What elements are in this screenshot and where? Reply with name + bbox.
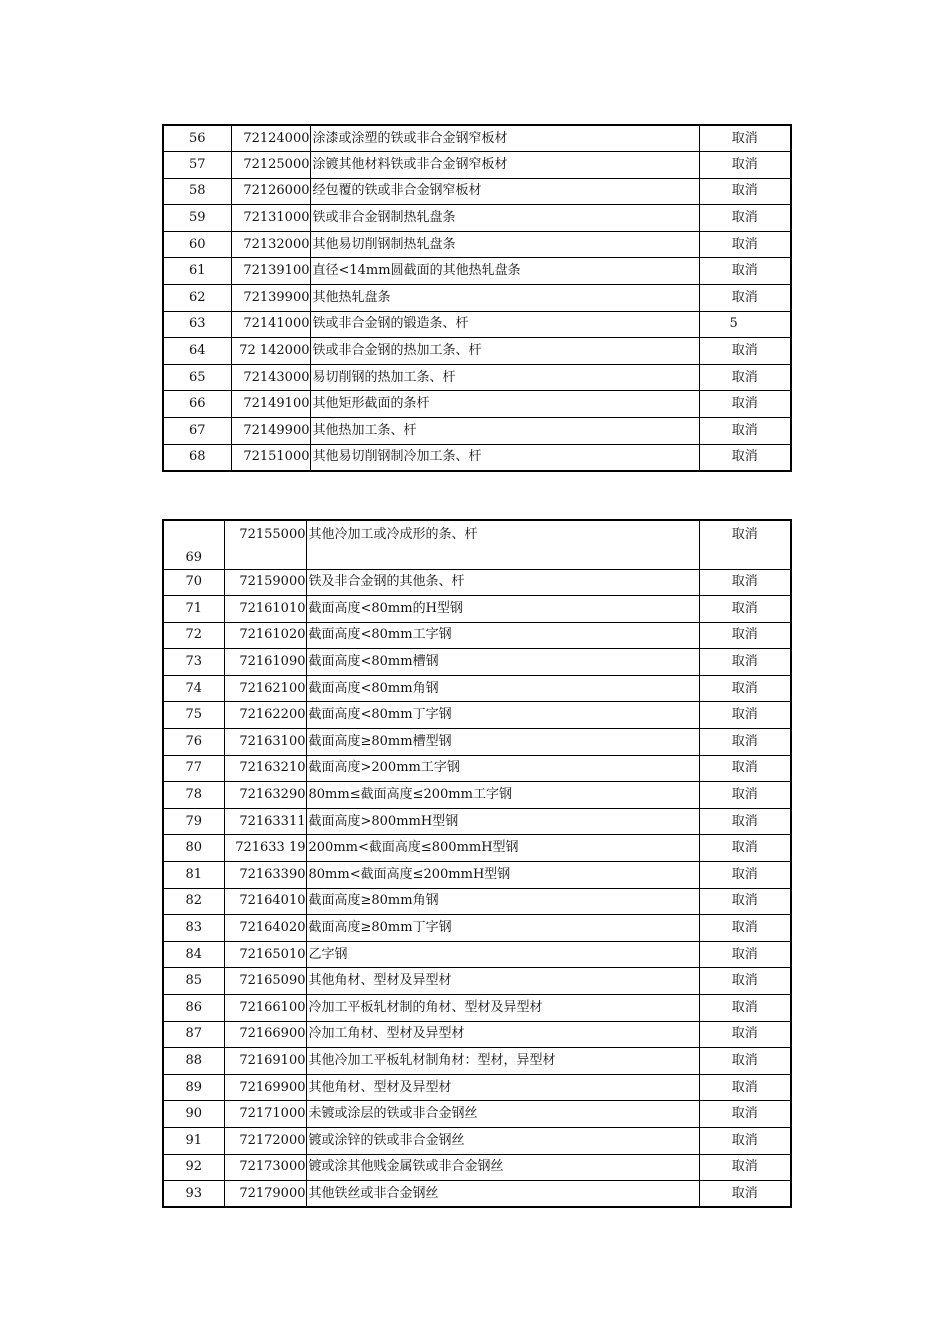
- tariff-rate: 取消: [699, 622, 791, 649]
- table-row: [163, 675, 791, 702]
- item-description: 其他矩形截面的条杆: [310, 391, 699, 418]
- table-row: [163, 702, 791, 729]
- table-row: [163, 729, 791, 756]
- item-description: 其他铁丝或非合金钢丝: [306, 1181, 699, 1208]
- table-row: [163, 364, 791, 391]
- table-row: [163, 391, 791, 418]
- tariff-rate: 5: [699, 311, 791, 338]
- hs-code: 72161020: [224, 622, 306, 649]
- hs-code: 72143000: [231, 364, 310, 391]
- table-row: [163, 808, 791, 835]
- item-description: 截面高度≥80mm丁字钢: [306, 915, 699, 942]
- tariff-rate: 取消: [699, 444, 791, 471]
- table-row: [163, 1021, 791, 1048]
- hs-code: 72162100: [224, 675, 306, 702]
- item-description: 80mm<截面高度≤200mmH型钢: [306, 862, 699, 889]
- item-description: 截面高度<80mm丁字钢: [306, 702, 699, 729]
- item-description: 截面高度<80mm的H型钢: [306, 596, 699, 623]
- tariff-rate: 取消: [699, 675, 791, 702]
- item-description: 冷加工平板轧材制的角材、型材及异型材: [306, 995, 699, 1022]
- row-number: 68: [163, 444, 231, 471]
- item-description: 其他角材、型材及异型材: [306, 968, 699, 995]
- item-description: 其他热加工条、杆: [310, 418, 699, 445]
- tariff-rate: 取消: [699, 888, 791, 915]
- table-row: [163, 311, 791, 338]
- table-row: [163, 338, 791, 365]
- item-description: 铁或非合金钢的热加工条、杆: [310, 338, 699, 365]
- hs-code: 72163390: [224, 862, 306, 889]
- item-description: 乙字钢: [306, 941, 699, 968]
- hs-code: 72124000: [231, 125, 310, 152]
- tariff-rate: 取消: [699, 152, 791, 179]
- table-row: [163, 995, 791, 1022]
- tariff-rate: 取消: [699, 649, 791, 676]
- row-number: 90: [163, 1101, 224, 1128]
- row-number: 64: [163, 338, 231, 365]
- table-row: [163, 520, 791, 569]
- item-description: 铁或非合金钢制热轧盘条: [310, 205, 699, 232]
- table-row: [163, 285, 791, 312]
- item-description: 其他易切削钢制热轧盘条: [310, 231, 699, 258]
- hs-code: 72139900: [231, 285, 310, 312]
- row-number: 63: [163, 311, 231, 338]
- item-description: 截面高度>800mmH型钢: [306, 808, 699, 835]
- row-number: 57: [163, 152, 231, 179]
- tariff-rate: 取消: [699, 1127, 791, 1154]
- row-number: 60: [163, 231, 231, 258]
- item-description: 其他冷加工平板轧材制角材：型材，异型材: [306, 1048, 699, 1075]
- hs-code: 72179000: [224, 1181, 306, 1208]
- row-number: 80: [163, 835, 224, 862]
- hs-code: 72126000: [231, 178, 310, 205]
- item-description: 涂镀其他材料铁或非合金钢窄板材: [310, 152, 699, 179]
- row-number: 69: [163, 520, 224, 569]
- row-number: 76: [163, 729, 224, 756]
- tariff-rate: 取消: [699, 364, 791, 391]
- hs-code: 72155000: [224, 520, 306, 569]
- hs-code: 72171000: [224, 1101, 306, 1128]
- hs-code: 72166100: [224, 995, 306, 1022]
- hs-code: 72 142000: [231, 338, 310, 365]
- item-description: 易切削钢的热加工条、杆: [310, 364, 699, 391]
- row-number: 82: [163, 888, 224, 915]
- table-row: [163, 888, 791, 915]
- row-number: 71: [163, 596, 224, 623]
- table-row: [163, 1127, 791, 1154]
- table-row: [163, 125, 791, 152]
- row-number: 83: [163, 915, 224, 942]
- hs-code: 72163311: [224, 808, 306, 835]
- item-description: 截面高度<80mm工字钢: [306, 622, 699, 649]
- hs-code: 72166900: [224, 1021, 306, 1048]
- hs-code: 72163100: [224, 729, 306, 756]
- hs-code: 72159000: [224, 569, 306, 596]
- row-number: 87: [163, 1021, 224, 1048]
- row-number: 75: [163, 702, 224, 729]
- row-number: 77: [163, 755, 224, 782]
- tariff-table-2: [162, 519, 792, 1208]
- tariff-rate: 取消: [699, 1181, 791, 1208]
- item-description: 经包覆的铁或非合金钢窄板材: [310, 178, 699, 205]
- table-row: [163, 622, 791, 649]
- table-row: [163, 1181, 791, 1208]
- hs-code: 72131000: [231, 205, 310, 232]
- row-number: 88: [163, 1048, 224, 1075]
- tariff-rate: 取消: [699, 231, 791, 258]
- row-number: 73: [163, 649, 224, 676]
- item-description: 截面高度≥80mm角钢: [306, 888, 699, 915]
- row-number: 79: [163, 808, 224, 835]
- tariff-rate: 取消: [699, 596, 791, 623]
- row-number: 74: [163, 675, 224, 702]
- tariff-rate: 取消: [699, 968, 791, 995]
- table-row: [163, 444, 791, 471]
- hs-code: 72132000: [231, 231, 310, 258]
- table-row: [163, 596, 791, 623]
- item-description: 其他冷加工或冷成形的条、杆: [306, 520, 699, 569]
- tariff-table-2-body: [163, 520, 791, 1207]
- row-number: 91: [163, 1127, 224, 1154]
- hs-code: 72141000: [231, 311, 310, 338]
- hs-code: 72149900: [231, 418, 310, 445]
- row-number: 58: [163, 178, 231, 205]
- tariff-rate: 取消: [699, 520, 791, 569]
- hs-code: 721633 19: [224, 835, 306, 862]
- tariff-rate: 取消: [699, 1048, 791, 1075]
- hs-code: 72173000: [224, 1154, 306, 1181]
- item-description: 200mm<截面高度≤800mmH型钢: [306, 835, 699, 862]
- row-number: 85: [163, 968, 224, 995]
- table-row: [163, 569, 791, 596]
- table-row: [163, 205, 791, 232]
- item-description: 其他易切削钢制冷加工条、杆: [310, 444, 699, 471]
- hs-code: 72169900: [224, 1074, 306, 1101]
- row-number: 65: [163, 364, 231, 391]
- row-number: 81: [163, 862, 224, 889]
- tariff-rate: 取消: [699, 258, 791, 285]
- table-row: [163, 1048, 791, 1075]
- item-description: 未镀或涂层的铁或非合金钢丝: [306, 1101, 699, 1128]
- tariff-rate: 取消: [699, 569, 791, 596]
- table-row: [163, 178, 791, 205]
- tariff-rate: 取消: [699, 178, 791, 205]
- item-description: 截面高度≥80mm槽型钢: [306, 729, 699, 756]
- row-number: 78: [163, 782, 224, 809]
- tariff-rate: 取消: [699, 915, 791, 942]
- hs-code: 72125000: [231, 152, 310, 179]
- table-row: [163, 915, 791, 942]
- item-description: 铁或非合金钢的锻造条、杆: [310, 311, 699, 338]
- table-row: [163, 649, 791, 676]
- table-row: [163, 862, 791, 889]
- row-number: 86: [163, 995, 224, 1022]
- row-number: 67: [163, 418, 231, 445]
- row-number: 89: [163, 1074, 224, 1101]
- item-description: 直径<14mm圆截面的其他热轧盘条: [310, 258, 699, 285]
- table-row: [163, 782, 791, 809]
- tariff-rate: 取消: [699, 729, 791, 756]
- item-description: 截面高度>200mm工字钢: [306, 755, 699, 782]
- table-row: [163, 755, 791, 782]
- tariff-rate: 取消: [699, 995, 791, 1022]
- row-number: 72: [163, 622, 224, 649]
- hs-code: 72165010: [224, 941, 306, 968]
- item-description: 截面高度<80mm槽钢: [306, 649, 699, 676]
- hs-code: 72163210: [224, 755, 306, 782]
- tariff-rate: 取消: [699, 941, 791, 968]
- tariff-rate: 取消: [699, 1101, 791, 1128]
- tariff-rate: 取消: [699, 782, 791, 809]
- tariff-rate: 取消: [699, 1074, 791, 1101]
- tariff-table-1: [162, 124, 792, 472]
- hs-code: 72162200: [224, 702, 306, 729]
- hs-code: 72161010: [224, 596, 306, 623]
- row-number: 84: [163, 941, 224, 968]
- table-row: [163, 835, 791, 862]
- table-row: [163, 941, 791, 968]
- row-number: 62: [163, 285, 231, 312]
- table-row: [163, 258, 791, 285]
- table-row: [163, 152, 791, 179]
- tariff-rate: 取消: [699, 125, 791, 152]
- tariff-rate: 取消: [699, 808, 791, 835]
- row-number: 93: [163, 1181, 224, 1208]
- item-description: 80mm≤截面高度≤200mm工字钢: [306, 782, 699, 809]
- item-description: 涂漆或涂塑的铁或非合金钢窄板材: [310, 125, 699, 152]
- tariff-rate: 取消: [699, 205, 791, 232]
- row-number: 59: [163, 205, 231, 232]
- tariff-rate: 取消: [699, 338, 791, 365]
- item-description: 镀或涂锌的铁或非合金钢丝: [306, 1127, 699, 1154]
- hs-code: 72172000: [224, 1127, 306, 1154]
- hs-code: 72164010: [224, 888, 306, 915]
- table-row: [163, 231, 791, 258]
- row-number: 70: [163, 569, 224, 596]
- row-number: 66: [163, 391, 231, 418]
- hs-code: 72139100: [231, 258, 310, 285]
- tariff-rate: 取消: [699, 862, 791, 889]
- item-description: 截面高度<80mm角钢: [306, 675, 699, 702]
- item-description: 其他角材、型材及异型材: [306, 1074, 699, 1101]
- tariff-rate: 取消: [699, 1021, 791, 1048]
- item-description: 冷加工角材、型材及异型材: [306, 1021, 699, 1048]
- tariff-table-1-body: [163, 125, 791, 471]
- row-number: 56: [163, 125, 231, 152]
- row-number: 92: [163, 1154, 224, 1181]
- table-row: [163, 1074, 791, 1101]
- table-row: [163, 1101, 791, 1128]
- tariff-rate: 取消: [699, 835, 791, 862]
- item-description: 铁及非合金钢的其他条、杆: [306, 569, 699, 596]
- hs-code: 72164020: [224, 915, 306, 942]
- row-number: 61: [163, 258, 231, 285]
- tariff-rate: 取消: [699, 1154, 791, 1181]
- hs-code: 72161090: [224, 649, 306, 676]
- tariff-rate: 取消: [699, 702, 791, 729]
- hs-code: 72169100: [224, 1048, 306, 1075]
- table-row: [163, 1154, 791, 1181]
- hs-code: 72149100: [231, 391, 310, 418]
- hs-code: 72163290: [224, 782, 306, 809]
- hs-code: 72151000: [231, 444, 310, 471]
- hs-code: 72165090: [224, 968, 306, 995]
- table-row: [163, 418, 791, 445]
- item-description: 其他热轧盘条: [310, 285, 699, 312]
- tariff-rate: 取消: [699, 391, 791, 418]
- tariff-rate: 取消: [699, 755, 791, 782]
- table-row: [163, 968, 791, 995]
- tariff-rate: 取消: [699, 418, 791, 445]
- item-description: 镀或涂其他贱金属铁或非合金钢丝: [306, 1154, 699, 1181]
- tariff-rate: 取消: [699, 285, 791, 312]
